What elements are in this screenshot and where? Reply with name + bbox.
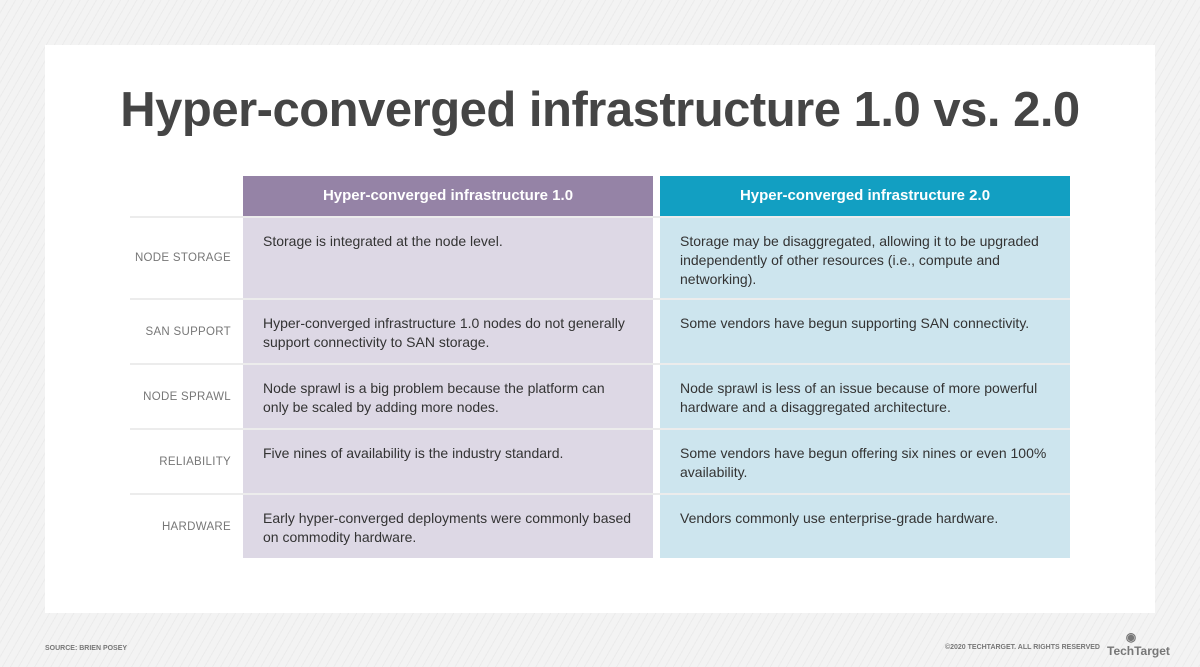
source-note: SOURCE: BRIEN POSEY (45, 645, 128, 652)
row-label: HARDWARE (161, 520, 231, 533)
table-header (130, 176, 1070, 216)
cell-hci-1: Node sprawl is a big problem because the platform can only be scaled by adding more nodes. (243, 365, 653, 428)
cell-hci-1: Storage is integrated at the node level. (243, 218, 653, 298)
table-row (130, 216, 1070, 298)
eye-icon: ◉ (1125, 630, 1137, 644)
copyright: ©2020 TECHTARGET. ALL RIGHTS RESERVED (944, 644, 1100, 651)
table-row (130, 493, 1070, 558)
row-label: SAN SUPPORT (145, 325, 231, 338)
cell-hci-2: Some vendors have begun offering six nines or even 100% availability. (660, 430, 1070, 493)
comparison-table (130, 176, 1070, 558)
column-header-1: Hyper-converged infrastructure 1.0 (243, 176, 653, 216)
cell-hci-2: Some vendors have begun supporting SAN connectivity. (660, 300, 1070, 363)
column-header-2: Hyper-converged infrastructure 2.0 (660, 176, 1070, 216)
page-title: Hyper-converged infrastructure 1.0 vs. 2.0 (120, 83, 1080, 137)
cell-hci-2: Node sprawl is less of an issue because of more powerful hardware and a disaggregated architecture. (660, 365, 1070, 428)
row-label: NODE SPRAWL (143, 390, 231, 403)
row-label: NODE STORAGE (134, 252, 231, 264)
cell-hci-2: Vendors commonly use enterprise-grade hardware. (660, 495, 1070, 558)
cell-hci-1: Five nines of availability is the industry standard. (243, 430, 653, 493)
cell-hci-1: Early hyper-converged deployments were commonly based on commodity hardware. (243, 495, 653, 558)
cell-hci-1: Hyper-converged infrastructure 1.0 nodes do not generally support connectivity to SAN storage. (243, 300, 653, 363)
table-row (130, 298, 1070, 363)
cell-hci-2: Storage may be disaggregated, allowing it to be upgraded independently of other resources (i.e., compute and networking). (660, 218, 1070, 298)
techtarget-logo: ◉ TechTarget (1107, 630, 1170, 658)
row-label: RELIABILITY (159, 455, 231, 468)
table-row (130, 363, 1070, 428)
table-row (130, 428, 1070, 493)
